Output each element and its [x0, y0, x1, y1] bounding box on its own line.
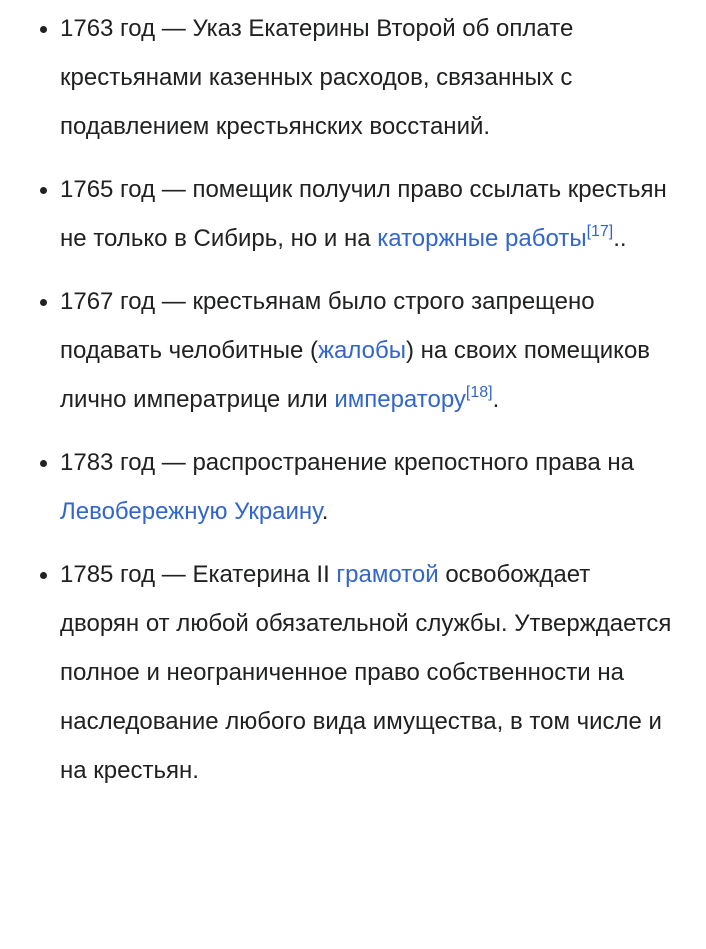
plain-text: .: [321, 498, 329, 525]
reference-superscript: [587, 223, 614, 240]
plain-text: ..: [613, 225, 627, 252]
reference-link[interactable]: [18]: [465, 384, 493, 401]
reference-link[interactable]: [17]: [586, 223, 614, 240]
timeline-list: [0, 4, 672, 795]
plain-text: 1783 год — распространение крепостного права на: [60, 449, 634, 476]
plain-text: 1763 год — Указ Екатерины Второй об оплате крестьянами казенных расходов, связанных с подавлением крестьянских восстаний.: [60, 15, 574, 140]
wiki-link[interactable]: императору: [334, 386, 466, 413]
reference-superscript: [466, 384, 493, 401]
plain-text: 1765 год — помещик получил право ссылать крестьян не только в Сибирь, но и на: [60, 176, 667, 252]
timeline-list-item: [60, 550, 672, 795]
timeline-list-item: [60, 438, 672, 536]
wiki-link[interactable]: каторжные работы: [377, 225, 587, 252]
plain-text: ) на своих помещиков лично императрице или: [60, 337, 651, 413]
wiki-link[interactable]: Левобережную Украину: [60, 498, 322, 525]
plain-text: освобождает дворян от любой обязательной службы. Утверждается полное и неограниченное право собственности на наследование любого вида имущества, в том числе и на крестьян.: [60, 561, 672, 784]
timeline-list-item: [60, 165, 672, 263]
wiki-link[interactable]: грамотой: [336, 561, 439, 588]
wiki-link[interactable]: жалобы: [317, 337, 406, 364]
plain-text: .: [492, 386, 500, 413]
plain-text: 1785 год — Екатерина II: [60, 561, 337, 588]
timeline-list-item: [60, 277, 672, 424]
timeline-list-item: [60, 4, 672, 151]
plain-text: 1767 год — крестьянам было строго запрещено подавать челобитные (: [60, 288, 595, 364]
